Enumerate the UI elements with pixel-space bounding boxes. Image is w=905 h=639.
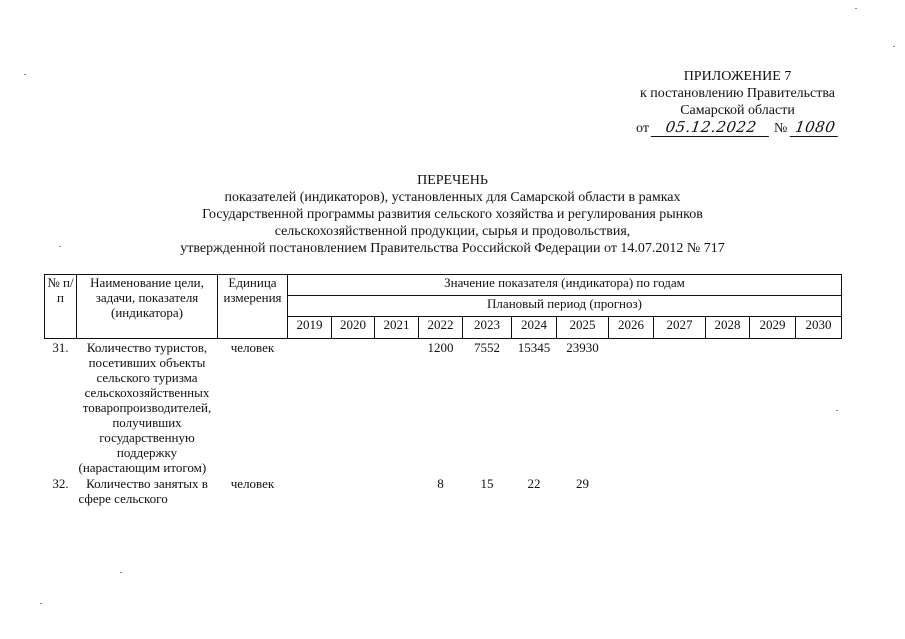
row-unit: человек [230, 476, 275, 491]
header-year: 2022 [419, 317, 463, 339]
row-year-value [609, 339, 654, 476]
table-row [45, 339, 842, 476]
number-label: № [773, 121, 788, 136]
row-year-value [375, 475, 419, 506]
appendix-signature-line [636, 119, 839, 137]
row-year-value: 1200 [427, 340, 454, 355]
handwritten-number: 1080 [790, 119, 841, 137]
header-year: 2030 [796, 317, 842, 339]
row-number: 31. [52, 340, 69, 355]
row-year-value [288, 475, 332, 506]
row-year-value [706, 339, 750, 476]
heading-line-3: сельскохозяйственной продукции, сырья и продовольствия, [274, 224, 631, 239]
document-title: ПЕРЕЧЕНЬ [417, 173, 488, 188]
row-year-value [654, 339, 706, 476]
header-year: 2026 [609, 317, 654, 339]
row-year-value [332, 475, 375, 506]
row-indicator-name: Количество туристов, посетивших объекты сельского туризма сельскохозяйственных товаропроизводителей, получивших государственную поддержку (нарастающим итогом) [78, 340, 212, 475]
row-year-value: 23930 [566, 340, 599, 355]
header-year: 2019 [288, 317, 332, 339]
row-year-value [332, 339, 375, 476]
heading-line-1: показателей (индикаторов), установленных для Самарской области в рамках [224, 190, 681, 205]
row-year-value [796, 475, 842, 506]
heading-line-4: утвержденной постановлением Правительства Российской Федерации от 14.07.2012 № 717 [180, 241, 725, 256]
row-year-value: 29 [576, 476, 589, 491]
scan-speck [893, 46, 895, 47]
appendix-line3: Самарской области [680, 103, 795, 118]
row-year-value [750, 339, 796, 476]
scan-speck [120, 572, 122, 573]
header-forecast: Плановый период (прогноз) [288, 296, 842, 317]
header-year: 2023 [463, 317, 512, 339]
row-year-value [375, 339, 419, 476]
row-indicator-name: Количество занятых в сфере сельского [78, 476, 208, 506]
row-year-value [750, 475, 796, 506]
header-year: 2025 [557, 317, 609, 339]
row-number: 32. [52, 476, 69, 491]
row-year-value [706, 475, 750, 506]
document-heading [0, 172, 905, 257]
header-year: 2020 [332, 317, 375, 339]
scan-speck [40, 603, 42, 604]
header-year: 2024 [512, 317, 557, 339]
indicators-table [44, 274, 842, 506]
row-year-value [609, 475, 654, 506]
from-label: от [636, 121, 649, 136]
row-year-value [796, 339, 842, 476]
row-year-value [288, 339, 332, 476]
header-unit: Единица измерения [218, 275, 288, 339]
header-year: 2029 [750, 317, 796, 339]
scan-speck [855, 8, 857, 9]
row-unit: человек [230, 340, 275, 355]
appendix-block [636, 68, 839, 137]
scan-speck [59, 246, 61, 247]
scan-speck [24, 74, 26, 75]
row-year-value [654, 475, 706, 506]
row-year-value: 15345 [517, 340, 551, 355]
handwritten-date: 05.12.2022 [651, 119, 772, 137]
header-year: 2021 [375, 317, 419, 339]
heading-line-2: Государственной программы развития сельского хозяйства и регулирования рынков [202, 207, 703, 222]
scan-speck [836, 410, 838, 411]
appendix-title: ПРИЛОЖЕНИЕ 7 [683, 69, 792, 84]
header-name: Наименование цели, задачи, показателя (индикатора) [77, 275, 218, 339]
appendix-line2: к постановлению Правительства [639, 86, 836, 101]
header-year: 2028 [706, 317, 750, 339]
row-year-value: 15 [480, 476, 494, 491]
header-no: № п/п [45, 275, 77, 339]
header-year: 2027 [654, 317, 706, 339]
table-row [45, 475, 842, 506]
row-year-value: 22 [527, 476, 541, 491]
row-year-value: 8 [437, 476, 444, 491]
row-year-value: 7552 [474, 340, 500, 355]
header-values: Значение показателя (индикатора) по годам [288, 275, 842, 296]
